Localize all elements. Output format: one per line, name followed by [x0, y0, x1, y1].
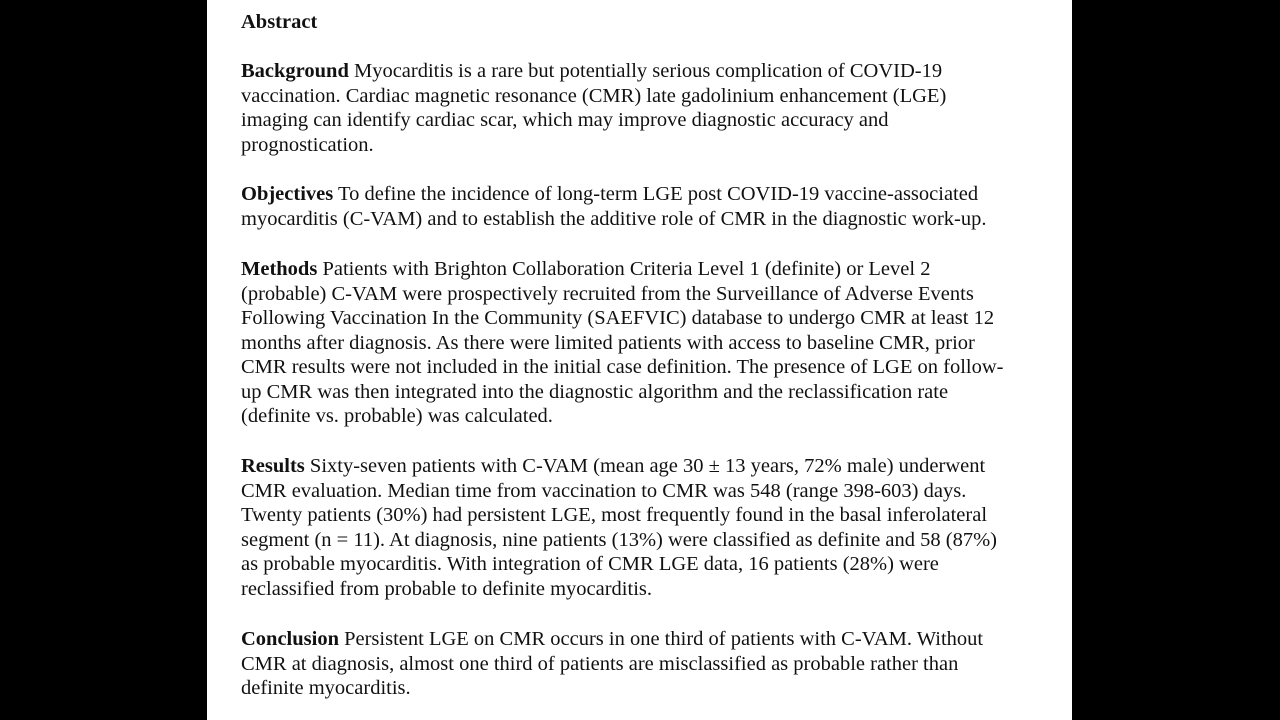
conclusion-line-2: CMR at diagnosis, almost one third of patients are misclassified as probable rather than	[241, 652, 959, 675]
conclusion-text: Persistent LGE on CMR occurs in one third of patients with C-VAM. Without	[338, 628, 984, 650]
results-line-5: as probable myocarditis. With integration of CMR LGE data, 16 patients (28%) were	[241, 553, 939, 575]
results-line-1	[241, 454, 1051, 479]
results-line-2: CMR evaluation. Median time from vaccination to CMR was 548 (range 398-603) days.	[241, 479, 967, 502]
methods-line-7: (definite vs. probable) was calculated.	[241, 405, 553, 427]
methods-text: Patients with Brighton Collaboration Criteria Level 1 (definite) or Level 2	[317, 258, 931, 280]
results-line-4: segment (n = 11). At diagnosis, nine patients (13%) were classified as definite and 58 (87%)	[241, 528, 998, 551]
results-line-6: reclassified from probable to definite myocarditis.	[241, 577, 653, 600]
abstract-content	[241, 10, 1051, 699]
abstract-heading: Abstract	[241, 11, 318, 33]
background-line-4: prognostication.	[241, 133, 374, 156]
results-text: Sixty-seven patients with C-VAM (mean age 30 ± 13 years, 72% male) underwent	[304, 455, 986, 477]
conclusion-section	[241, 627, 1051, 701]
background-line-2: vaccination. Cardiac magnetic resonance (CMR) late gadolinium enhancement (LGE)	[241, 84, 947, 107]
objectives-line-1	[241, 182, 1051, 207]
methods-line-2: (probable) C-VAM were prospectively recruited from the Surveillance of Adverse Events	[241, 282, 974, 305]
methods-section	[241, 257, 1051, 429]
background-line-3: imaging can identify cardiac scar, which may improve diagnostic accuracy and	[241, 109, 889, 131]
methods-line-3: Following Vaccination In the Community (SAEFVIC) database to undergo CMR at least 12	[241, 307, 995, 329]
background-text: Myocarditis is a rare but potentially serious complication of COVID-19	[348, 60, 943, 82]
conclusion-line-3: definite myocarditis.	[241, 677, 411, 699]
background-line-1	[241, 59, 1051, 84]
background-label: Background	[241, 60, 349, 82]
conclusion-line-1	[241, 627, 1051, 652]
methods-line-1	[241, 257, 1051, 282]
results-label: Results	[241, 455, 305, 477]
methods-line-4: months after diagnosis. As there were limited patients with access to baseline CMR, prior	[241, 331, 975, 354]
methods-label: Methods	[241, 258, 318, 280]
results-section	[241, 454, 1051, 601]
objectives-text: To define the incidence of long-term LGE post COVID-19 vaccine-associated	[333, 183, 979, 205]
objectives-line-2: myocarditis (C-VAM) and to establish the additive role of CMR in the diagnostic work-up.	[241, 207, 987, 230]
methods-line-5: CMR results were not included in the initial case definition. The presence of LGE on follow-	[241, 356, 1004, 378]
methods-line-6: up CMR was then integrated into the diagnostic algorithm and the reclassification rate	[241, 380, 949, 403]
conclusion-label: Conclusion	[241, 628, 339, 650]
document-page	[207, 0, 1072, 720]
results-line-3: Twenty patients (30%) had persistent LGE, most frequently found in the basal inferolateral	[241, 504, 988, 526]
background-section	[241, 59, 1051, 157]
objectives-section	[241, 182, 1051, 231]
objectives-label: Objectives	[241, 183, 334, 205]
